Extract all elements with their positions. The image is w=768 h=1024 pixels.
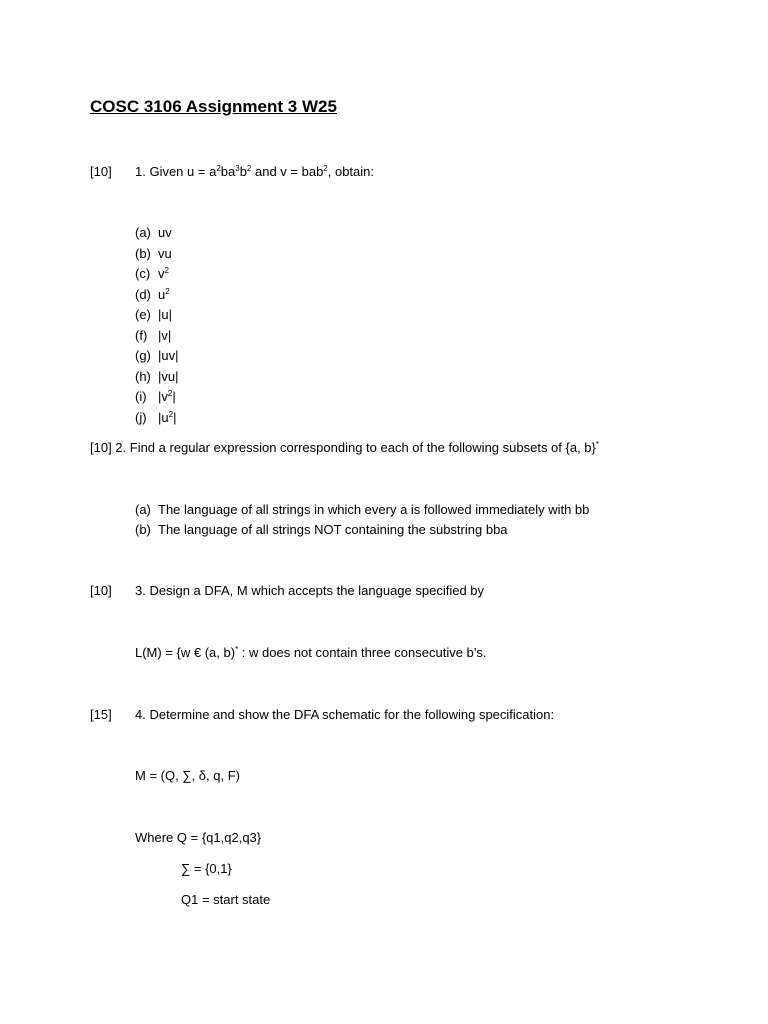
q3-text: 3. Design a DFA, M which accepts the language specified by bbox=[135, 583, 485, 598]
q4-where: Where Q = {q1,q2,q3} bbox=[135, 830, 262, 845]
q2-heading-text: [10] 2. Find a regular expression corresponding to each of the following subsets of {a, b} bbox=[90, 440, 596, 455]
q1-item-text: |v| bbox=[158, 328, 172, 343]
q1-item-text: |vu| bbox=[158, 369, 179, 384]
q1-sup-1: 2 bbox=[216, 164, 221, 173]
q1-item-label: (h) bbox=[135, 369, 151, 384]
q1-text bbox=[135, 164, 374, 180]
q1-item-label: (c) bbox=[135, 266, 151, 281]
q2-item-text: The language of all strings in which every a is followed immediately with bb bbox=[158, 502, 590, 517]
q1-item-text: vu bbox=[158, 246, 172, 261]
q1-item-sup: 2 bbox=[164, 266, 169, 275]
q1-item-label: (e) bbox=[135, 307, 151, 322]
q1-item-text: |v bbox=[158, 389, 168, 404]
q1-text-e: , obtain: bbox=[327, 164, 375, 179]
q1-text-c: b bbox=[239, 164, 247, 179]
q1-item-f bbox=[135, 328, 171, 344]
q1-sup-3: 2 bbox=[246, 164, 252, 173]
q2-heading bbox=[90, 440, 599, 456]
q1-item-h bbox=[135, 369, 178, 385]
q4-start: Q1 = start state bbox=[181, 892, 271, 907]
q1-item-sup: 2 bbox=[168, 410, 174, 419]
q1-item-label: (f) bbox=[135, 328, 148, 343]
q1-item-text: v bbox=[158, 266, 165, 281]
q3-lang-b: : w does not contain three consecutive b’s. bbox=[238, 645, 487, 660]
q2-item-label: (b) bbox=[135, 522, 151, 537]
q1-item-sup: 2 bbox=[165, 287, 170, 296]
q1-sup-2: 3 bbox=[235, 164, 240, 173]
q3-language bbox=[135, 645, 487, 661]
q4-sigma: ∑ = {0,1} bbox=[181, 861, 232, 876]
q3-lang-sup: * bbox=[235, 645, 239, 654]
q1-item-label: (a) bbox=[135, 225, 151, 240]
q1-item-c bbox=[135, 266, 169, 282]
q1-item-label: (g) bbox=[135, 348, 151, 363]
q3-lang-a: L(M) = {w € (a, b) bbox=[135, 645, 236, 660]
q4-marks: [15] bbox=[90, 707, 112, 722]
q1-item-a bbox=[135, 225, 172, 241]
q1-item-i bbox=[135, 389, 176, 405]
q1-item-label: (j) bbox=[135, 410, 147, 425]
q1-marks: [10] bbox=[90, 164, 112, 179]
q3-marks: [10] bbox=[90, 583, 112, 598]
q4-machine: M = (Q, ∑, δ, q, F) bbox=[135, 768, 240, 783]
q1-text-a: 1. Given u = a bbox=[135, 164, 217, 179]
q1-item-text: |u| bbox=[158, 307, 172, 322]
q1-item-after: | bbox=[173, 410, 177, 425]
q1-item-d bbox=[135, 287, 170, 303]
q1-item-b bbox=[135, 246, 172, 262]
q1-item-e bbox=[135, 307, 172, 323]
q1-item-g bbox=[135, 348, 178, 364]
q1-item-after: | bbox=[172, 389, 176, 404]
q1-item-sup: 2 bbox=[167, 389, 173, 398]
q2-item-b bbox=[135, 522, 508, 538]
q1-item-text: |uv| bbox=[158, 348, 179, 363]
q1-item-label: (d) bbox=[135, 287, 151, 302]
q1-text-d: and v = bab bbox=[251, 164, 324, 179]
q2-item-a bbox=[135, 502, 589, 518]
q1-item-text: uv bbox=[158, 225, 172, 240]
document-title: COSC 3106 Assignment 3 W25 bbox=[90, 97, 337, 116]
q2-item-text: The language of all strings NOT containing the substring bba bbox=[158, 522, 508, 537]
q1-item-text: u bbox=[158, 287, 166, 302]
q1-item-label: (i) bbox=[135, 389, 147, 404]
q1-item-j bbox=[135, 410, 176, 426]
q1-item-text: |u bbox=[158, 410, 169, 425]
q4-text: 4. Determine and show the DFA schematic for the following specification: bbox=[135, 707, 555, 722]
q1-text-b: ba bbox=[220, 164, 236, 179]
q1-item-label: (b) bbox=[135, 246, 151, 261]
q1-sup-4: 2 bbox=[323, 164, 328, 173]
q2-heading-sup: * bbox=[595, 440, 599, 449]
q2-item-label: (a) bbox=[135, 502, 151, 517]
